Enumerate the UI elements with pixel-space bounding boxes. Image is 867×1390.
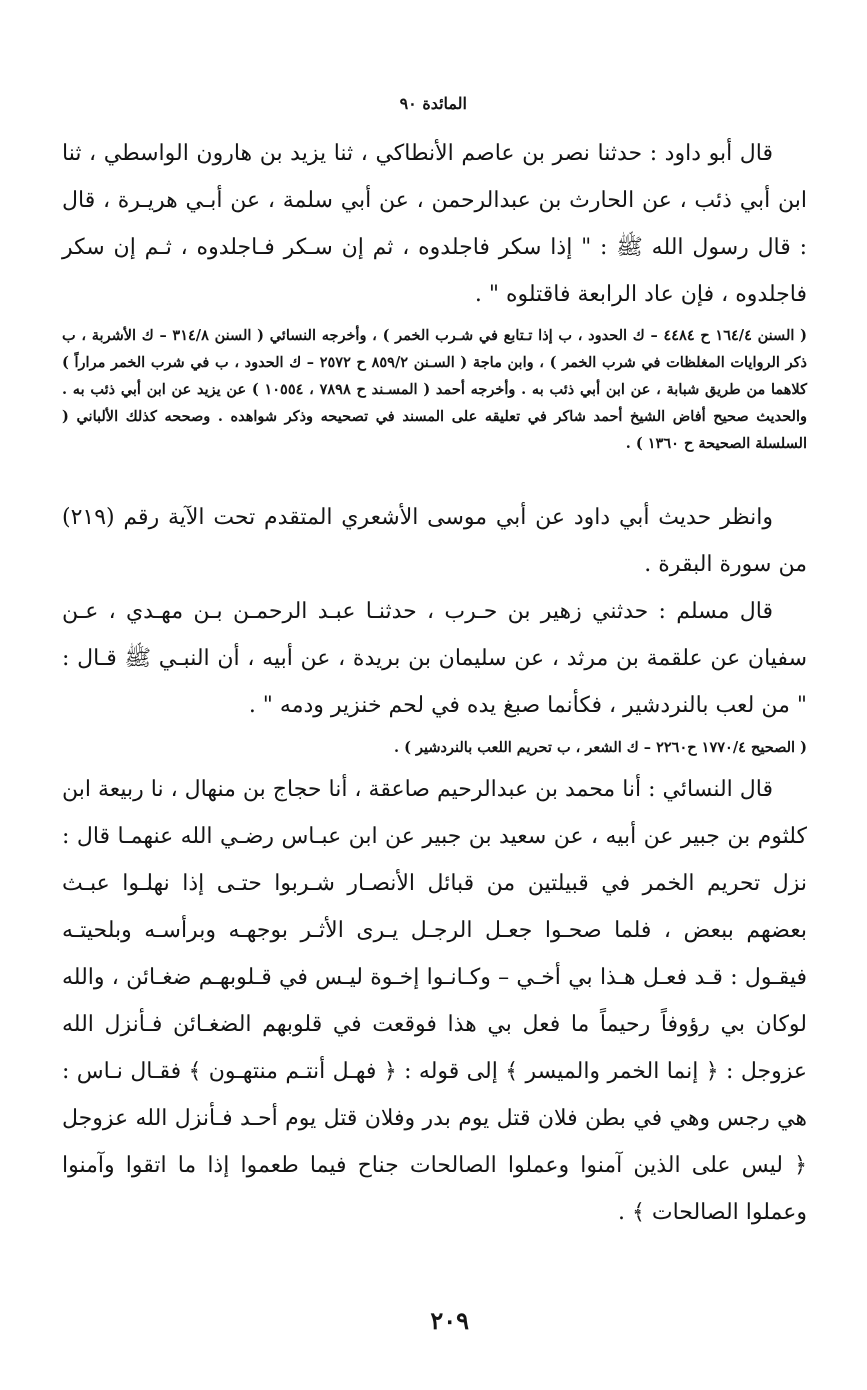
document-page [62, 0, 807, 1390]
muslim-reference-note: ( الصحيح ١٧٧٠/٤ ح٢٢٦٠ – ك الشعر ، ب تحريم اللعب بالنردشير ) . [394, 739, 807, 756]
running-header: المائدة ٩٠ [399, 94, 467, 113]
cross-reference-paragraph: وانظر حديث أبي داود عن أبي موسى الأشعري المتقدم تحت الآية رقم (٢١٩) من سورة البقرة . [62, 505, 807, 577]
page-number: ٢٠٩ [430, 1306, 469, 1335]
hadith-nasai-paragraph: قال النسائي : أنا محمد بن عبدالرحيم صاعقة ، أنا حجاج بن منهال ، نا ربيعة ابن كلثوم بن جبير عن أبيه ، عن سعيد بن جبير عن ابن عبـاس رضـي الله عنهمـا قال : نزل تحريم الخمر في قبيلتين من قبائل الأنصـار شـربوا حتـى إذا نهلـوا عبـث بعضهم ببعض ، فلما صحـوا جعـل الرجـل يـرى الأثـر بوجهـه وبرأسـه وبلحيتـه فيقـول : قـد فعـل هـذا بي أخـي – وكـانـوا إخـوة ليـس في قـلوبهـم ضغـائن ، والله لوكان بي رؤوفاً رحيماً ما فعل بي هذا فوقعت في قلوبهم الضغـائن فـأنزل الله عزوجل : ﴿ إنما الخمر والميسر ﴾ إلى قوله : ﴿ فهـل أنتـم منتهـون ﴾ فقـال نـاس : هي رجس وهي في بطن فلان قتل يوم بدر وفلان قتل يوم أحـد فـأنزل الله عزوجل ﴿ ليس على الذين آمنوا وعملوا الصالحات جناح فيما طعموا إذا ما اتقوا وآمنوا وعملوا الصالحات ﴾ . [62, 777, 807, 1225]
hadith-abu-dawud-paragraph: قال أبو داود : حدثنا نصر بن عاصم الأنطاكي ، ثنا يزيد بن هارون الواسطي ، ثنا ابن أبي ذئب ، عن الحارث بن عبدالرحمن ، عن أبي سلمة ، عن أبـي هريـرة ، قال : قال رسول الله ﷺ : " إذا سكر فاجلدوه ، ثم إن سـكر فـاجلدوه ، ثـم إن سكر فاجلدوه ، فإن عاد الرابعة فاقتلوه " . [62, 141, 807, 307]
abu-dawud-reference-note: ( السنن ١٦٤/٤ ح ٤٤٨٤ – ك الحدود ، ب إذا تـتابع في شـرب الخمر ) ، وأخرجه النسائي ( السنن ٣١٤/٨ – ك الأشربة ، ب ذكر الروايات المغلظات في شرب الخمر ) ، وابن ماجة ( السـنن ٨٥٩/٢ ح ٢٥٧٢ – ك الحدود ، ب في شرب الخمر مراراً ) كلاهما من طريق شبابة ، عن ابن أبي ذئب به . وأخرجه أحمد ( المسـند ح ٧٨٩٨ ، ١٠٥٥٤ ) عن يزيد عن ابن أبي ذئب به . والحديث صحيح أفاض الشيخ أحمد شاكر في تعليقه على المسند في تصحيحه وذكر شواهده . وصححه كذلك الألباني ( السلسلة الصحيحة ح ١٣٦٠ ) . [62, 327, 807, 452]
hadith-muslim-paragraph: قال مسلم : حدثني زهير بن حـرب ، حدثنـا عبـد الرحمـن بـن مهـدي ، عـن سفيان عن علقمة بن مرثد ، عن سليمان بن بريدة ، عن أبيه ، أن النبـي ﷺ قـال : " من لعب بالنردشير ، فكأنما صبغ يده في لحم خنزير ودمه " . [62, 599, 807, 718]
